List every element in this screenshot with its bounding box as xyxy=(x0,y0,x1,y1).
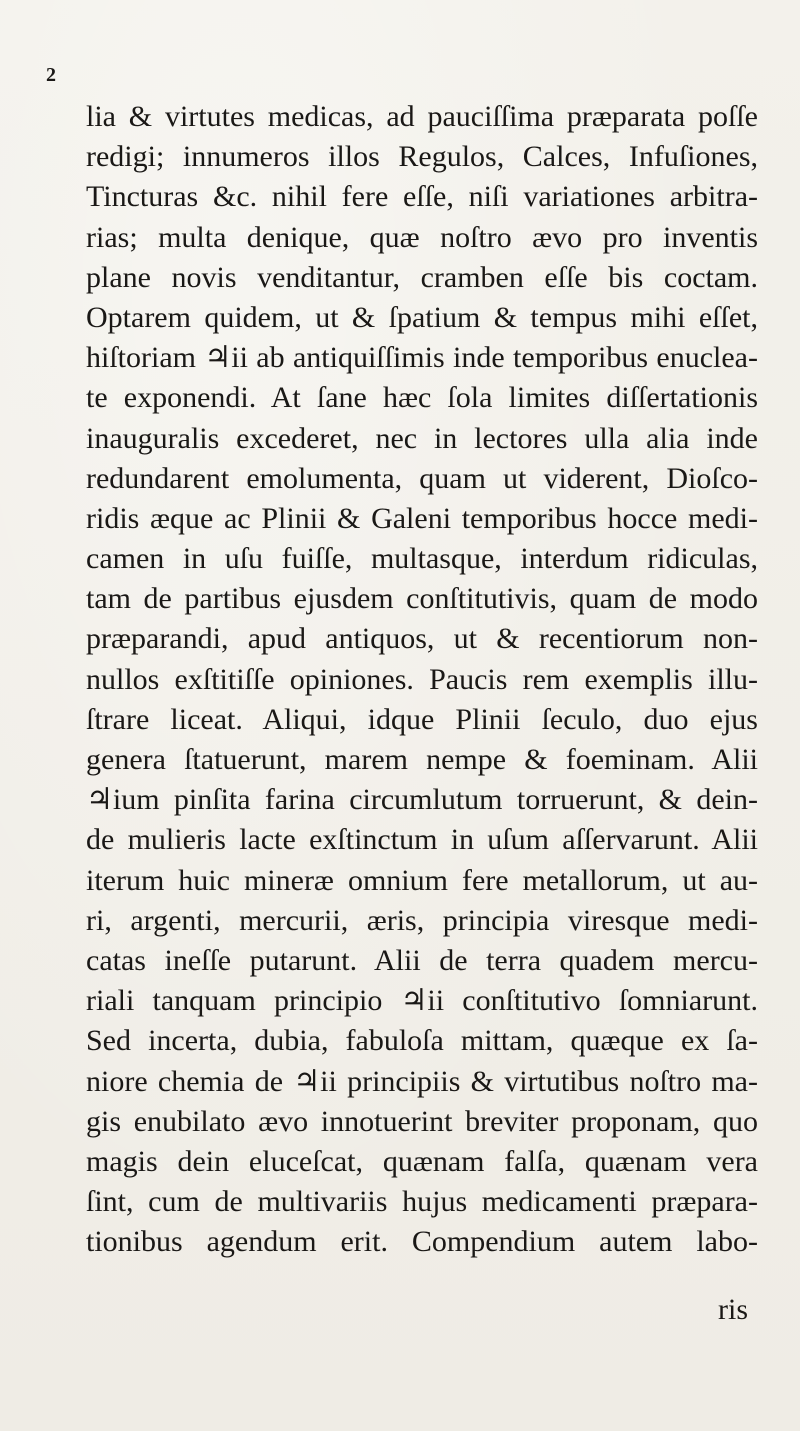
text-line: ſint, cum de multivariis hujus medicamenti præpara- xyxy=(86,1185,758,1219)
text-line: tam de partibus ejusdem conſtitutivis, quam de modo xyxy=(86,582,758,616)
text-line: riali tanquam principio ♃ii conſtitutivo ſomniarunt. xyxy=(86,984,758,1018)
text-line: iterum huic mineræ omnium fere metallorum, ut au- xyxy=(86,863,758,897)
text-line: tionibus agendum erit. Compendium autem labo- xyxy=(86,1225,758,1259)
text-line: inauguralis excederet, nec in lectores ulla alia inde xyxy=(86,421,758,455)
catchword: ris xyxy=(718,1293,748,1326)
text-line: te exponendi. At ſane hæc ſola limites diſſertationis xyxy=(86,381,758,415)
text-line: ri, argenti, mercurii, æris, principia viresque medi- xyxy=(86,903,758,937)
text-line: Tincturas &c. nihil fere eſſe, niſi variationes arbitra- xyxy=(86,180,758,214)
text-line: de mulieris lacte exſtinctum in uſum aſſervarunt. Alii xyxy=(86,823,758,857)
text-line: ridis æque ac Plinii & Galeni temporibus hocce medi- xyxy=(86,501,758,535)
text-line: redundarent emolumenta, quam ut viderent, Dioſco- xyxy=(86,461,758,495)
text-line: nullos exſtitiſſe opiniones. Paucis rem exemplis illu- xyxy=(86,662,758,696)
page-number: 2 xyxy=(46,64,56,86)
text-line: hiſtoriam ♃ii ab antiquiſſimis inde temporibus enuclea- xyxy=(86,341,758,375)
text-line: redigi; innumeros illos Regulos, Calces, Infuſiones, xyxy=(86,140,758,174)
text-line: præparandi, apud antiquos, ut & recentiorum non- xyxy=(86,622,758,656)
text-line: catas ineſſe putarunt. Alii de terra quadem mercu- xyxy=(86,943,758,977)
text-line: plane novis venditantur, cramben eſſe bis coctam. xyxy=(86,260,758,294)
text-line: Optarem quidem, ut & ſpatium & tempus mihi eſſet, xyxy=(86,300,758,334)
text-line: Sed incerta, dubia, fabuloſa mittam, quæque ex ſa- xyxy=(86,1024,758,1058)
body-text xyxy=(86,97,758,1262)
text-line: gis enubilato ævo innotuerint breviter proponam, quo xyxy=(86,1104,758,1138)
text-line: camen in uſu fuiſſe, multasque, interdum ridiculas, xyxy=(86,542,758,576)
text-line: ſtrare liceat. Aliqui, idque Plinii ſeculo, duo ejus xyxy=(86,702,758,736)
text-line: ♃ium pinſita farina circumlutum torruerunt, & dein- xyxy=(86,783,758,817)
text-line: rias; multa denique, quæ noſtro ævo pro inventis xyxy=(86,220,758,254)
text-line: magis dein eluceſcat, quænam falſa, quænam vera xyxy=(86,1144,758,1178)
text-line: genera ſtatuerunt, marem nempe & foeminam. Alii xyxy=(86,743,758,776)
text-line: niore chemia de ♃ii principiis & virtutibus noſtro ma- xyxy=(86,1064,758,1098)
text-line: lia & virtutes medicas, ad pauciſſima præparata poſſe xyxy=(86,100,758,133)
